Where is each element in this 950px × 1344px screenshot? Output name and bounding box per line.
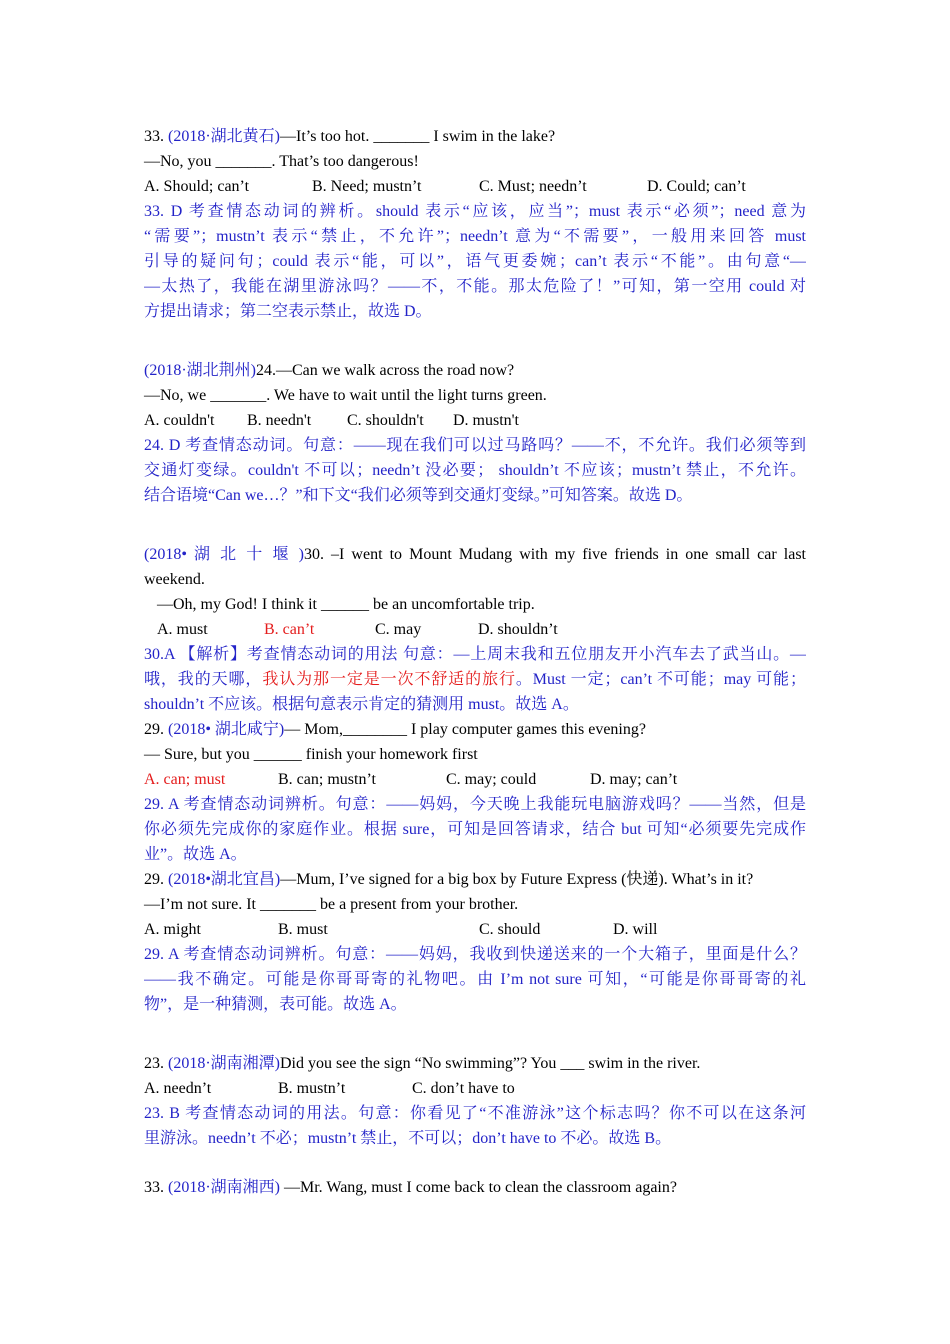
source-tag: (2018·湖北荆州)	[144, 362, 256, 379]
options-row	[144, 1076, 806, 1101]
answer-line: 哦，我的天哪，我认为那一定是一次不舒适的旅行。Must 一定；can’t 不可能；may 可能；	[144, 671, 806, 688]
option-a: A. might	[144, 921, 201, 938]
answer-line: 引导的疑问句；could 表示“能，可以”，语气更委婉；can’t 表示“不能”。由句意“—	[144, 253, 806, 270]
question-33-huangshi-stem: 33. (2018·湖北黄石)—It’s too hot. _______ I swim in the lake?	[144, 128, 556, 145]
answer-line: 23. B 考查情态动词的用法。句意：你看见了“不准游泳”这个标志吗？你不可以在这条河	[144, 1105, 806, 1122]
option-d: D. may; can’t	[590, 771, 678, 788]
option-c: C. don’t have to	[412, 1080, 515, 1097]
answer-line: 29. A 考查情态动词辨析。句意：——妈妈，今天晚上我能玩电脑游戏吗？——当然，但是	[144, 796, 806, 813]
option-d: D. shouldn’t	[478, 621, 558, 638]
question-29-xianning-stem: 29. (2018• 湖北咸宁)— Mom,________ I play computer games this evening?	[144, 721, 646, 738]
highlighted-phrase: 我认为那一定是一次不舒适的旅行	[262, 671, 516, 688]
option-c: C. may	[375, 621, 422, 638]
option-c: C. should	[479, 921, 541, 938]
options-row	[144, 767, 806, 792]
question-24-jingzhou-stem: (2018·湖北荆州)24.—Can we walk across the road now?	[144, 362, 515, 379]
question-line: —No, we _______. We have to wait until the light turns green.	[144, 387, 547, 404]
option-b: B. needn't	[247, 412, 312, 429]
option-a: A. needn’t	[144, 1080, 212, 1097]
option-b: B. Need; mustn’t	[312, 178, 422, 195]
option-b: B. mustn’t	[278, 1080, 346, 1097]
question-30-shiyan-stem: (2018• 湖 北 十 堰 )30. –I went to Mount Mudang with my five friends in one small car last	[144, 546, 806, 563]
answer-line: shouldn’t 不应该。根据句意表示肯定的猜测用 must。故选 A。	[144, 696, 579, 713]
option-b: B. must	[278, 921, 328, 938]
question-33-xiangxi-stem: 33. (2018·湖南湘西) —Mr. Wang, must I come back to clean the classroom again?	[144, 1179, 677, 1196]
answer-line: —太热了，我能在湖里游泳吗？——不，不能。那太危险了！”可知，第一空用 could 对	[144, 278, 806, 295]
option-c: C. Must; needn’t	[479, 178, 587, 195]
question-line: —Oh, my God! I think it ______ be an uncomfortable trip.	[157, 596, 535, 613]
option-b: B. can; mustn’t	[278, 771, 376, 788]
option-a: A. must	[157, 621, 208, 638]
answer-line: 里游泳。needn’t 不必；mustn’t 禁止，不可以；don’t have to 不必。故选 B。	[144, 1130, 672, 1147]
answer-line: 24. D 考查情态动词。句意：——现在我们可以过马路吗？——不，不允许。我们必须等到	[144, 437, 806, 454]
question-29-yichang-stem: 29. (2018•湖北宜昌)—Mum, I’ve signed for a big box by Future Express (快递). What’s in it?	[144, 871, 754, 888]
option-a: A. couldn't	[144, 412, 215, 429]
options-row	[144, 408, 806, 433]
answer-line: ——我不确定。可能是你哥哥寄的礼物吧。由 I’m not sure 可知，“可能是你哥哥寄的礼	[144, 971, 806, 988]
option-b-correct: B. can’t	[264, 621, 315, 638]
answer-line: 29. A 考查情态动词辨析。句意：——妈妈，我收到快递送来的一个大箱子，里面是什么？	[144, 946, 806, 963]
answer-line: 交通灯变绿。couldn't 不可以；needn’t 没必要； shouldn’t 不应该；mustn’t 禁止，不允许。	[144, 462, 806, 479]
answer-line: 方提出请求；第二空表示禁止，故选 D。	[144, 303, 432, 320]
answer-line: 物”，是一种猜测，表可能。故选 A。	[144, 996, 407, 1013]
answer-line: 业”。故选 A。	[144, 846, 247, 863]
source-tag: (2018•湖北宜昌)	[168, 871, 281, 888]
option-a-correct: A. can; must	[144, 771, 226, 788]
source-tag: (2018·湖南湘西)	[168, 1179, 280, 1196]
answer-line: 你必须先完成你的家庭作业。根据 sure，可知是回答请求，结合 but 可知“必须要先完成作	[144, 821, 806, 838]
question-line: —I’m not sure. It _______ be a present from your brother.	[144, 896, 519, 913]
option-d: D. mustn't	[453, 412, 519, 429]
question-23-xiangtan-stem: 23. (2018·湖南湘潭)Did you see the sign “No swimming”? You ___ swim in the river.	[144, 1055, 701, 1072]
question-line: —No, you _______. That’s too dangerous!	[144, 153, 419, 170]
option-a: A. Should; can’t	[144, 178, 250, 195]
question-line: weekend.	[144, 571, 205, 588]
source-tag: (2018·湖南湘潭)	[168, 1055, 280, 1072]
answer-line: 30.A 【解析】考查情态动词的用法 句意：—上周末我和五位朋友开小汽车去了武当山。—	[144, 646, 806, 663]
answer-line: “需要”；mustn’t 表示“禁止，不允许”；needn’t 意为“不需要”，一般用来回答 must	[144, 228, 806, 245]
option-d: D. will	[613, 921, 658, 938]
question-line: — Sure, but you ______ finish your homework first	[144, 746, 478, 763]
answer-line: 33. D 考查情态动词的辨析。should 表示“应该，应当”；must 表示“必须”；need 意为	[144, 203, 806, 220]
options-row	[144, 917, 806, 942]
option-c: C. shouldn't	[347, 412, 424, 429]
source-tag: (2018• 湖北咸宁)	[168, 721, 285, 738]
option-c: C. may; could	[446, 771, 537, 788]
source-tag: (2018·湖北黄石)	[168, 128, 280, 145]
options-row	[144, 174, 806, 199]
source-tag: (2018• 湖 北 十 堰 )	[144, 546, 304, 563]
answer-line: 结合语境“Can we…？”和下文“我们必须等到交通灯变绿。”可知答案。故选 D。	[144, 487, 693, 504]
options-row	[157, 617, 819, 642]
option-d: D. Could; can’t	[647, 178, 746, 195]
